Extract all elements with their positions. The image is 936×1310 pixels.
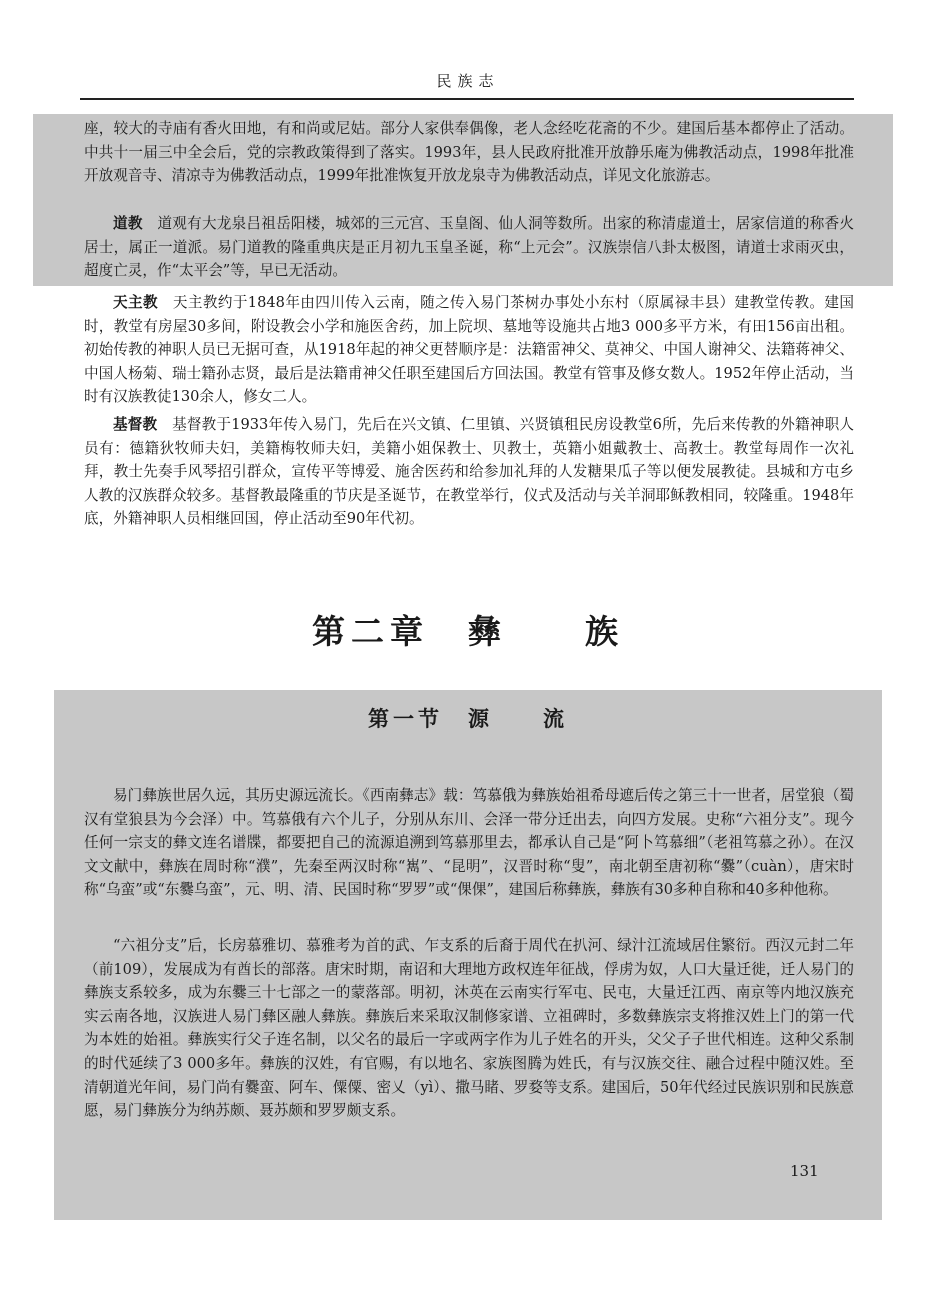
christian-text: 基督教于1933年传入易门，先后在兴文镇、仁里镇、兴贤镇租民房设教堂6所，先后来传教的外籍神职人员有：德籍狄牧师夫妇，美籍梅牧师夫妇，美籍小姐保教士、贝教士，英籍小姐戴教士、高教士。教堂每周作一次礼拜，教士先奏手风琴招引群众，宣传平等博爱、施舍医药和给参加礼拜的人发糖果瓜子等以便发展教徒。县城和方屯乡人教的汉族群众较多。基督教最隆重的节庆是圣诞节，在教堂举行，仪式及活动与关羊洞耶稣教相同，较隆重。1948年底，外籍神职人员相继回国，停止活动至90年代初。 <box>84 416 854 528</box>
origin-paragraph-1: 易门彝族世居久远，其历史源远流长。《西南彝志》载：笃慕俄为彝族始祖希母遮后传之第三十一世者，居堂狼（蜀汉有堂狼县为今会泽）中。笃慕俄有六个儿子，分别从东川、会泽一带分迁出去，向四方发展。史称“六祖分支”。现今任何一宗支的彝文连名谱牒，都要把自己的流源追溯到笃慕那里去，都承认自己是“阿卜笃慕细”（老祖笃慕之孙）。在汉文文献中，彝族在周时称“濮”，先秦至两汉时称“嶲”、“昆明”，汉晋时称“叟”，南北朝至唐初称“爨”（cuàn），唐宋时称“乌蛮”或“东爨乌蛮”，元、明、清、民国时称“罗罗”或“倮倮”，建国后称彝族，彝族有30多种自称和40多种他称。 <box>84 787 854 899</box>
origin-paragraph-2: “六祖分支”后，长房慕雅切、慕雅考为首的武、乍支系的后裔于周代在扒河、绿汁江流域居住繁衍。西汉元封二年（前109），发展成为有酋长的部落。唐宋时期，南诏和大理地方政权连年征战，俘虏为奴，人口大量迁徙，迁人易门的彝族支系较多，成为东爨三十七部之一的蒙落部。明初，沐英在云南实行军屯、民屯，大量迁江西、南京等内地汉族充实云南各地，汉族进人易门彝区融人彝族。彝族后来采取汉制修家谱、立祖碑时，多数彝族宗支将推汉姓上门的第一代为本姓的始祖。彝族实行父子连名制，以父名的最后一字或两字作为儿子姓名的开头，父父子子世代相连。这种父系制的时代延续了3 000多年。彝族的汉姓，有官赐，有以地名、家族图腾为姓氏，有与汉族交往、融合过程中随汉姓。至清朝道光年间，易门尚有爨蛮、阿车、僳僳、密乂（yì）、撒马睹、罗婺等支系。建国后，50年代经过民族识别和民族意愿，易门彝族分为纳苏颇、聂苏颇和罗罗颇支系。 <box>84 937 854 1120</box>
header-rule <box>80 98 854 100</box>
section-title: 第一节 源 流 <box>368 706 568 731</box>
buddhism-paragraph <box>84 117 854 188</box>
page-number: 131 <box>790 1162 819 1180</box>
catholic-text: 天主教约于1848年由四川传入云南，随之传入易门茶树办事处小东村（原属禄丰县）建教堂传教。建国时，教堂有房屋30多间，附设教会小学和施医舍药，加上院坝、墓地等设施共占地3 000多平方米，有田156亩出租。初始传教的神职人员已无据可查，从1918年起的神父更替顺序是：法籍雷神父、莫神父、中国人谢神父、法籍蒋神父、中国人杨菊、瑞士籍孙志贤，最后是法籍甫神父任职至建国后方回法国。教堂有管事及修女数人。1952年停止活动，当时有汉族教徒130余人，修女二人。 <box>84 294 854 406</box>
catholic-paragraph <box>84 291 854 409</box>
taoism-paragraph <box>84 212 854 283</box>
christian-paragraph <box>84 413 854 531</box>
taoism-term: 道教 <box>113 215 143 232</box>
buddhism-text: 座，较大的寺庙有香火田地，有和尚或尼姑。部分人家供奉偶像，老人念经吃花斋的不少。建国后基本都停止了活动。中共十一届三中全会后，党的宗教政策得到了落实。1993年，县人民政府批准开放静乐庵为佛教活动点，1998年批准开放观音寺、清凉寺为佛教活动点，1999年批准恢复开放龙泉寺为佛教活动点，详见文化旅游志。 <box>84 120 854 185</box>
christian-term: 基督教 <box>113 416 158 433</box>
chapter-title: 第二章 彝 族 <box>312 612 624 651</box>
taoism-text: 道观有大龙泉吕祖岳阳楼，城郊的三元宫、玉皇阁、仙人洞等数所。出家的称清虚道士，居家信道的称香火居士，属正一道派。易门道教的隆重典庆是正月初九玉皇圣诞，称“上元会”。汉族崇信八卦太极图，请道士求雨灭虫，超度亡灵，作“太平会”等，早已无活动。 <box>84 215 854 280</box>
header-title: 民族志 <box>436 72 500 90</box>
catholic-term: 天主教 <box>113 294 158 311</box>
